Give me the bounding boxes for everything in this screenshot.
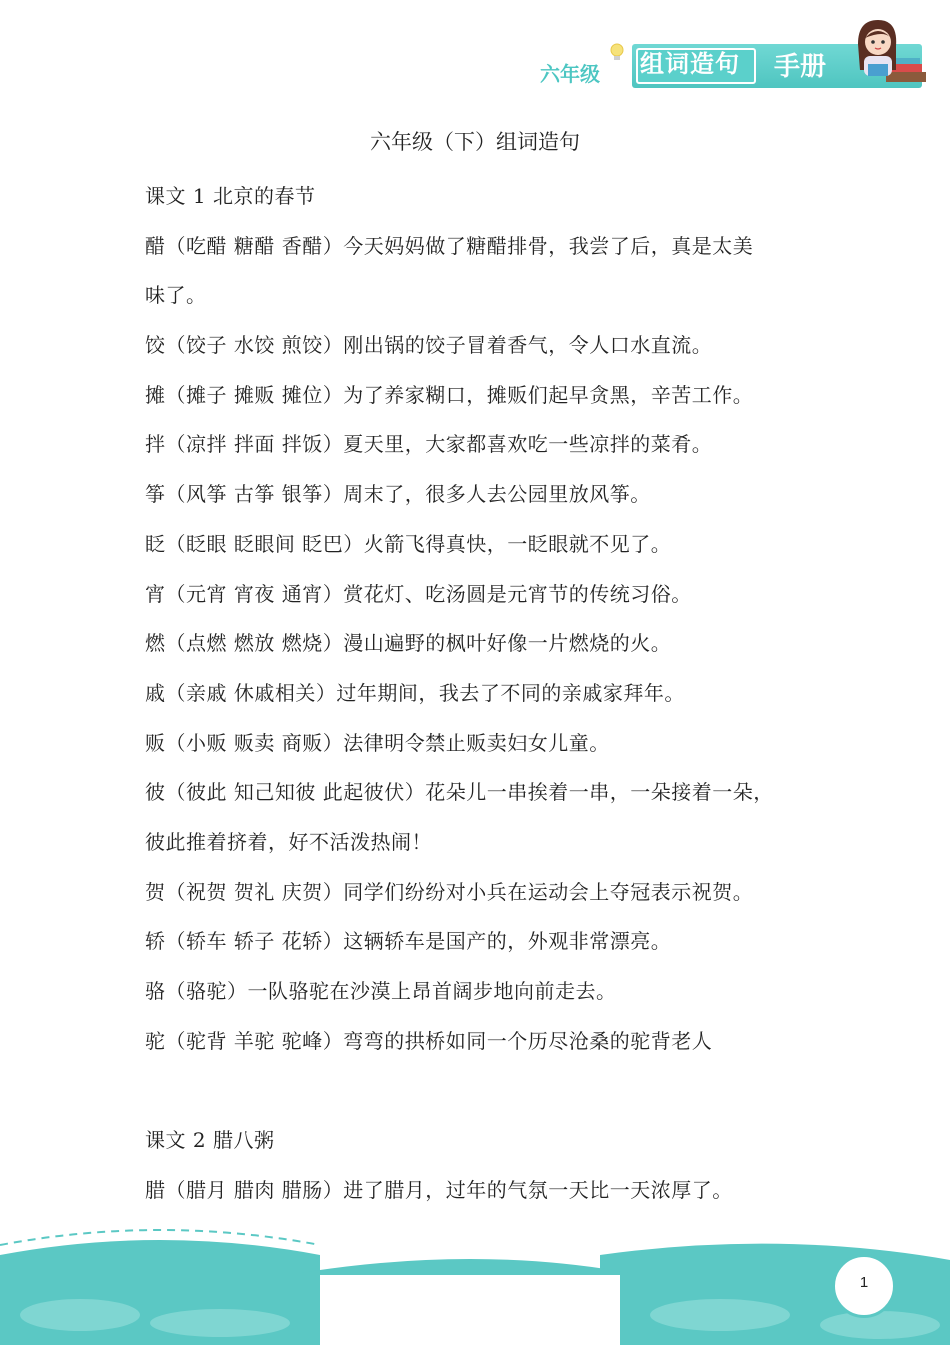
book-suffix: 手册: [774, 52, 827, 82]
text-line: 贺（祝贺 贺礼 庆贺）同学们纷纷对小兵在运动会上夺冠表示祝贺。: [145, 879, 754, 904]
text-line: 拌（凉拌 拌面 拌饭）夏天里，大家都喜欢吃一些凉拌的菜肴。: [145, 432, 713, 457]
text-line: 贩（小贩 贩卖 商贩）法律明令禁止贩卖妇女儿童。: [145, 730, 610, 755]
text-line: 筝（风筝 古筝 银筝）周末了，很多人去公园里放风筝。: [145, 482, 651, 507]
text-line: 驼（驼背 羊驼 驼峰）弯弯的拱桥如同一个历尽沧桑的驼背老人: [145, 1028, 713, 1053]
text-line: 醋（吃醋 糖醋 香醋）今天妈妈做了糖醋排骨，我尝了后，真是太美: [145, 233, 754, 258]
text-line: 戚（亲戚 休戚相关）过年期间，我去了不同的亲戚家拜年。: [145, 680, 685, 705]
text-line: 味了。: [145, 283, 207, 308]
text-line: 彼（彼此 知己知彼 此起彼伏）花朵儿一串挨着一串，一朵接着一朵，: [145, 780, 774, 805]
lightbulb-icon: [608, 42, 626, 64]
text-line: 燃（点燃 燃放 燃烧）漫山遍野的枫叶好像一片燃烧的火。: [145, 631, 672, 656]
header-banner: [528, 20, 928, 100]
text-line: 彼此推着挤着，好不活泼热闹！: [145, 829, 432, 854]
grade-label: 六年级: [540, 62, 600, 86]
page-title: 六年级（下）组词造句: [370, 130, 580, 154]
girl-reading-icon: [838, 14, 928, 98]
text-line: 骆（骆驼）一队骆驼在沙漠上昂首阔步地向前走去。: [145, 979, 617, 1003]
footer-wave-decoration: [0, 1215, 950, 1345]
text-line: 饺（饺子 水饺 煎饺）刚出锅的饺子冒着香气，令人口水直流。: [145, 333, 713, 358]
text-line: 摊（摊子 摊贩 摊位）为了养家糊口，摊贩们起早贪黑，辛苦工作。: [145, 382, 754, 407]
text-line: 轿（轿车 轿子 花轿）这辆轿车是国产的，外观非常漂亮。: [145, 929, 672, 954]
blank-line: [145, 1066, 815, 1116]
page-number: 1: [859, 1274, 869, 1291]
text-line: 宵（元宵 宵夜 通宵）赏花灯、吃汤圆是元宵节的传统习俗。: [145, 581, 692, 606]
book-title: 组词造句: [640, 50, 740, 78]
document-body: [145, 172, 815, 1215]
lesson-heading: 课文 2 腊八粥: [145, 1128, 275, 1153]
text-line: 眨（眨眼 眨眼间 眨巴）火箭飞得真快，一眨眼就不见了。: [145, 531, 672, 556]
lesson-heading: 课文 1 北京的春节: [145, 184, 316, 208]
text-line: 腊（腊月 腊肉 腊肠）进了腊月，过年的气氛一天比一天浓厚了。: [145, 1177, 733, 1202]
